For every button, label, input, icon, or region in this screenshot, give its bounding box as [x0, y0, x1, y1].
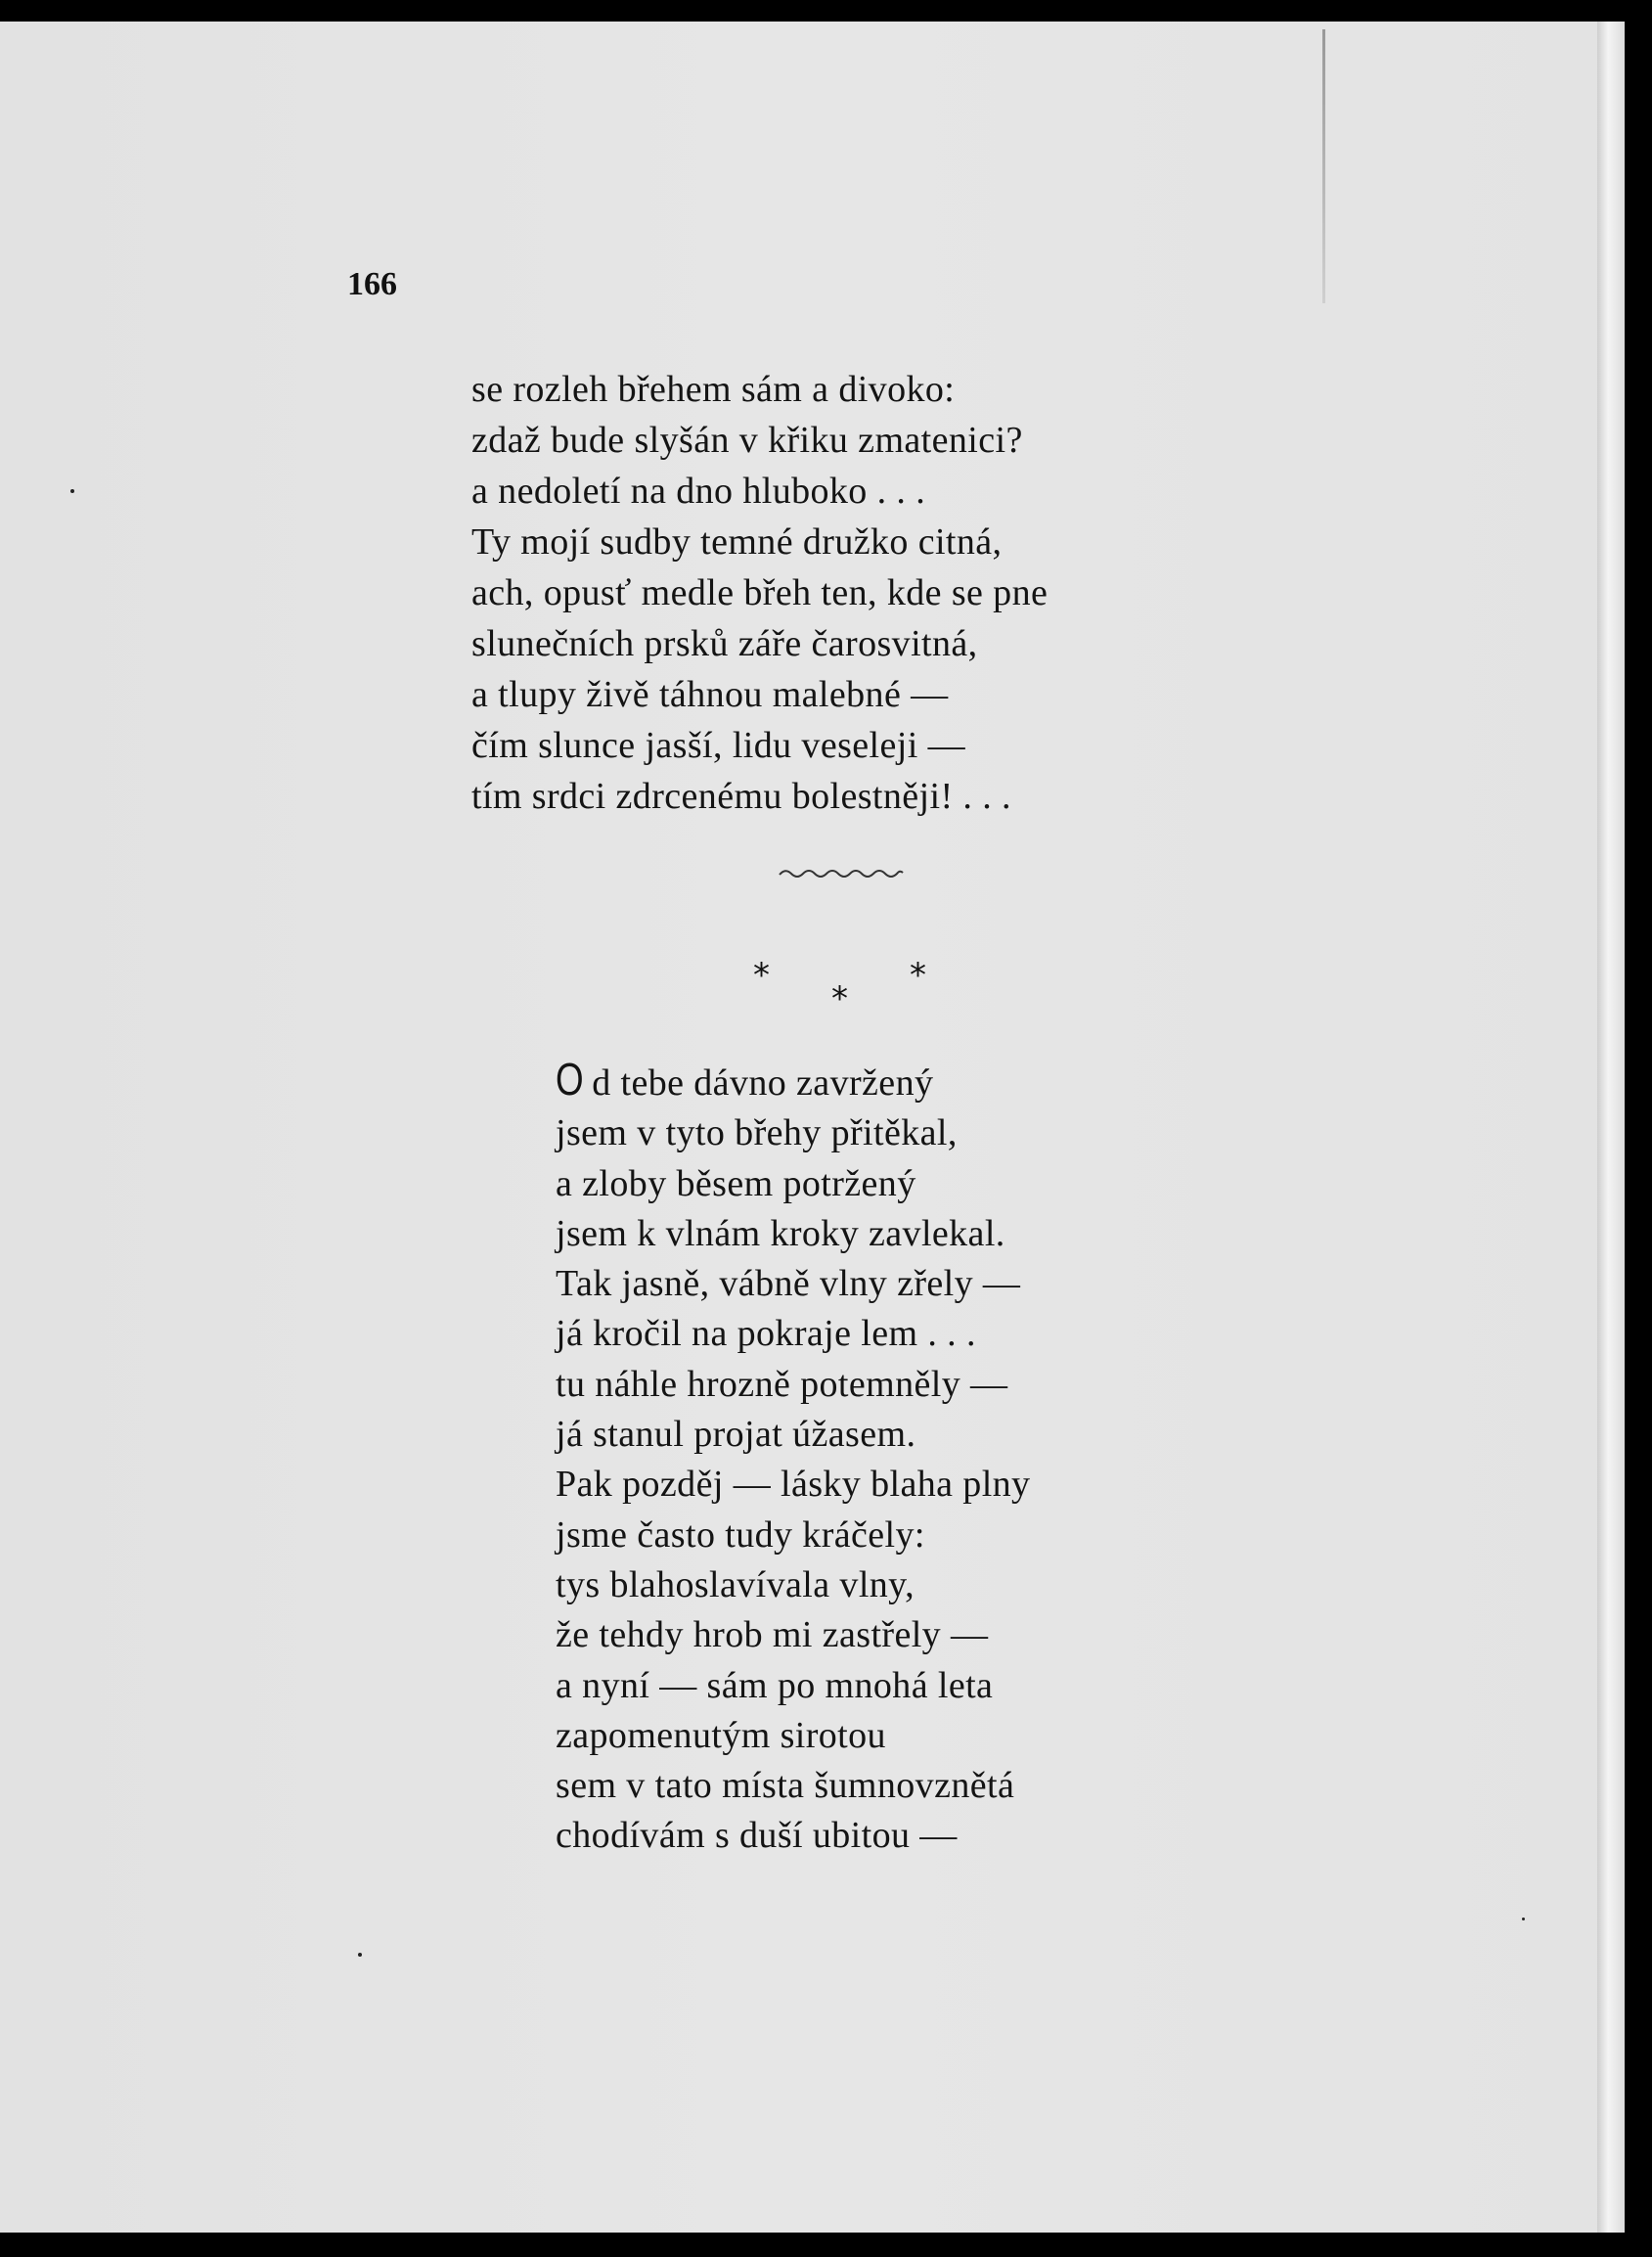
paper-speck: [70, 489, 74, 493]
verse-line: tím srdci zdrcenému bolestněji! . . .: [471, 776, 1011, 817]
verse-line: tu náhle hrozně potemněly —: [556, 1363, 1008, 1405]
verse-line: a nyní — sám po mnohá leta: [556, 1664, 994, 1706]
verse-line: zdaž bude slyšán v křiku zmatenici?: [471, 420, 1023, 461]
verse-line: jsem v tyto břehy přitěkal,: [556, 1112, 958, 1154]
verse-line: chodívám s duší ubitou —: [556, 1815, 958, 1857]
verse-line: Tak jasně, vábně vlny zřely —: [556, 1263, 1021, 1305]
verse-line: jsme často tudy kráčely:: [556, 1513, 925, 1556]
verse-line: a tlupy živě táhnou malebné —: [471, 674, 949, 715]
verse-line: Ty mojí sudby temné družko citná,: [471, 521, 1003, 563]
asterisk: *: [910, 956, 926, 995]
drop-cap: O: [556, 1054, 584, 1105]
page-number: 166: [347, 266, 397, 302]
stanza-2: [556, 1054, 1031, 1862]
verse-line-text: d tebe dávno zavržený: [592, 1062, 934, 1104]
verse-line: čím slunce jasší, lidu veseleji —: [471, 725, 965, 766]
gutter-shadow: [1322, 29, 1325, 303]
page-edge: [1597, 22, 1625, 2233]
stanza-1: [471, 364, 1048, 822]
verse-line: já stanul projat úžasem.: [556, 1414, 916, 1456]
paper-speck: [358, 1953, 362, 1957]
verse-line: tys blahoslavívala vlny,: [556, 1563, 915, 1605]
verse-line: zapomenutým sirotou: [556, 1714, 886, 1756]
verse-line: sem v tato místa šumnovznětá: [556, 1765, 1015, 1807]
verse-line: Pak pozděj — lásky blaha plny: [556, 1464, 1031, 1506]
asterisk: *: [831, 979, 848, 1018]
verse-line: se rozleh břehem sám a divoko:: [471, 369, 956, 410]
verse-line: jsem k vlnám kroky zavlekal.: [556, 1212, 1005, 1254]
wavy-divider: [778, 865, 905, 882]
verse-line: a zloby běsem potržený: [556, 1162, 916, 1204]
verse-line: ach, opusť medle břeh ten, kde se pne: [471, 572, 1049, 613]
verse-line: já kročil na pokraje lem . . .: [556, 1313, 976, 1355]
verse-line: a nedoletí na dno hluboko . . .: [471, 471, 926, 512]
verse-line-first: [556, 1054, 1030, 1108]
paper-speck: [1522, 1918, 1525, 1920]
verse-line: slunečních prsků záře čarosvitná,: [471, 623, 978, 664]
verse-line: že tehdy hrob mi zastřely —: [556, 1614, 989, 1656]
asterisk: *: [753, 956, 770, 995]
